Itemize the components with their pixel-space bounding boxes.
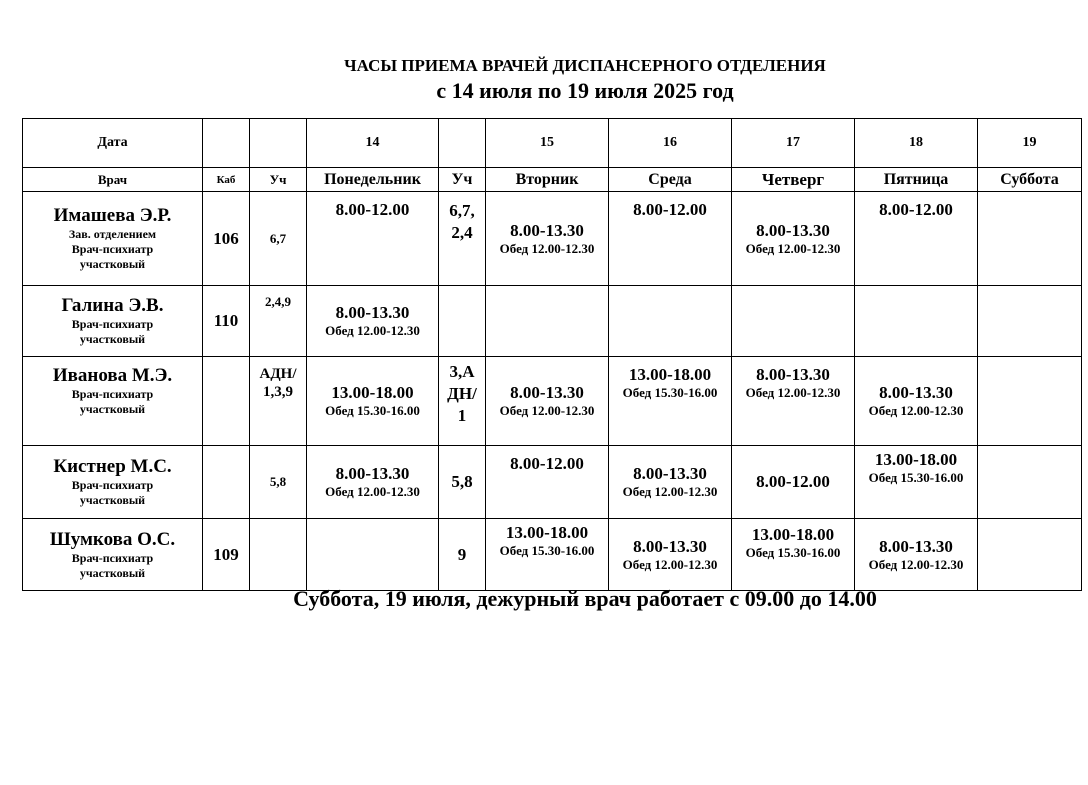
doctor-name: Иванова М.Э. [52, 365, 173, 386]
lunch-time: Обед 12.00-12.30 [622, 556, 718, 572]
doctor-name: Кистнер М.С. [53, 456, 172, 477]
doctor-row [23, 519, 1082, 591]
uch-header-2: Уч [439, 168, 486, 192]
room-cell: 106 [203, 192, 250, 286]
room-cell: 110 [203, 286, 250, 357]
date-label: Дата [23, 119, 203, 168]
uch-monday-cell: 2,4,9 [250, 286, 307, 357]
room-header: Каб [203, 168, 250, 192]
date-cell: 18 [855, 119, 978, 168]
doctor-header: Врач [23, 168, 203, 192]
day-header-monday: Понедельник [307, 168, 439, 192]
day-header-thursday: Четверг [732, 168, 855, 192]
date-cell: 15 [486, 119, 609, 168]
lunch-time: Обед 12.00-12.30 [325, 484, 420, 499]
lunch-time: Обед 12.00-12.30 [745, 240, 841, 256]
wednesday-cell [609, 286, 732, 357]
saturday-cell [978, 192, 1082, 286]
reception-time: 8.00-12.00 [633, 200, 707, 219]
uch-header: Уч [250, 168, 307, 192]
doctor-role: Врач-психиатр [71, 317, 154, 331]
wednesday-cell [609, 357, 732, 446]
day-header-wednesday: Среда [609, 168, 732, 192]
tuesday-cell [486, 286, 609, 357]
doctor-role: Врач-психиатр [71, 478, 154, 492]
doctor-cell [23, 519, 203, 591]
uch-tuesday-cell: 3,А ДН/ 1 [439, 357, 486, 446]
doctor-row [23, 286, 1082, 357]
date-cell: 17 [732, 119, 855, 168]
doctor-row [23, 357, 1082, 446]
lunch-time: Обед 15.30-16.00 [622, 385, 718, 400]
duty-doctor-note: Суббота, 19 июля, дежурный врач работает с 09.00 до 14.00 [293, 586, 877, 611]
lunch-time: Обед 12.00-12.30 [499, 240, 595, 256]
doctor-role: Зав. отделением [68, 227, 157, 241]
thursday-cell [732, 446, 855, 519]
lunch-time: Обед 12.00-12.30 [325, 323, 420, 338]
reception-time: 8.00-12.00 [510, 454, 584, 473]
monday-cell [307, 519, 439, 591]
monday-cell [307, 446, 439, 519]
tuesday-cell [486, 446, 609, 519]
room-cell [203, 357, 250, 446]
reception-time: 13.00-18.00 [505, 523, 589, 542]
lunch-time: Обед 12.00-12.30 [499, 403, 595, 418]
saturday-cell [978, 446, 1082, 519]
doctor-cell [23, 446, 203, 519]
thursday-cell [732, 286, 855, 357]
uch-monday-cell [250, 519, 307, 591]
doctor-cell [23, 286, 203, 357]
header-row [23, 168, 1082, 192]
room-cell [203, 446, 250, 519]
reception-time: 13.00-18.00 [751, 525, 835, 544]
uch-tuesday-cell [439, 286, 486, 357]
day-header-tuesday: Вторник [486, 168, 609, 192]
saturday-cell [978, 357, 1082, 446]
uch-tuesday-cell: 5,8 [439, 446, 486, 519]
lunch-time: Обед 12.00-12.30 [745, 385, 841, 400]
doctor-name: Шумкова О.С. [49, 528, 176, 550]
tuesday-cell [486, 192, 609, 286]
lunch-time: Обед 15.30-16.00 [499, 543, 595, 558]
friday-cell [855, 192, 978, 286]
monday-cell [307, 357, 439, 446]
saturday-cell [978, 519, 1082, 591]
lunch-time: Обед 12.00-12.30 [622, 484, 718, 499]
document-subtitle: с 14 июля по 19 июля 2025 год [436, 78, 734, 103]
doctor-role: Врач-психиатр [71, 242, 154, 256]
day-header-friday: Пятница [855, 168, 978, 192]
reception-time: 8.00-13.30 [510, 383, 584, 402]
lunch-time: Обед 15.30-16.00 [868, 470, 964, 485]
friday-cell [855, 519, 978, 591]
wednesday-cell [609, 192, 732, 286]
thursday-cell [732, 519, 855, 591]
doctor-name: Галина Э.В. [61, 295, 164, 316]
doctor-cell [23, 357, 203, 446]
reception-time: 8.00-13.30 [633, 464, 707, 483]
uch-monday-cell: 6,7 [250, 192, 307, 286]
uch-monday-cell: 5,8 [250, 446, 307, 519]
doctor-role: участковый [79, 402, 146, 416]
reception-time: 8.00-13.30 [335, 464, 410, 483]
date-empty-cell [203, 119, 250, 168]
date-cell: 16 [609, 119, 732, 168]
saturday-cell [978, 286, 1082, 357]
reception-time: 8.00-13.30 [633, 536, 707, 556]
document-title: ЧАСЫ ПРИЕМА ВРАЧЕЙ ДИСПАНСЕРНОГО ОТДЕЛЕНИЯ [344, 56, 826, 75]
wednesday-cell [609, 446, 732, 519]
doctor-row [23, 192, 1082, 286]
doctor-role: участковый [79, 493, 146, 507]
doctor-role: Врач-психиатр [71, 387, 154, 401]
date-cell: 19 [978, 119, 1082, 168]
tuesday-cell [486, 519, 609, 591]
reception-time: 13.00-18.00 [628, 365, 712, 384]
reception-time: 13.00-18.00 [331, 383, 414, 402]
uch-tuesday-cell: 9 [439, 519, 486, 591]
lunch-time: Обед 15.30-16.00 [745, 545, 841, 560]
thursday-cell [732, 357, 855, 446]
uch-monday-cell: АДН/ 1,3,9 [250, 357, 307, 446]
reception-time: 8.00-13.30 [756, 220, 830, 240]
reception-time: 8.00-13.30 [879, 536, 953, 556]
friday-cell [855, 357, 978, 446]
date-empty-cell [250, 119, 307, 168]
friday-cell [855, 286, 978, 357]
thursday-cell [732, 192, 855, 286]
wednesday-cell [609, 519, 732, 591]
schedule-table [22, 118, 1082, 591]
friday-cell [855, 446, 978, 519]
doctor-row [23, 446, 1082, 519]
doctor-role: участковый [79, 565, 146, 580]
monday-cell [307, 286, 439, 357]
doctor-role: Врач-психиатр [71, 550, 154, 565]
doctor-name: Имашева Э.Р. [53, 205, 172, 226]
reception-time: 8.00-13.30 [879, 383, 953, 402]
reception-time: 8.00-13.30 [756, 365, 830, 384]
uch-tuesday-cell: 6,7, 2,4 [439, 192, 486, 286]
doctor-role: участковый [79, 332, 146, 346]
reception-time: 8.00-13.30 [335, 303, 410, 322]
date-row [23, 119, 1082, 168]
monday-cell [307, 192, 439, 286]
lunch-time: Обед 12.00-12.30 [868, 556, 964, 572]
date-empty-cell [439, 119, 486, 168]
reception-time: 8.00-12.00 [756, 472, 830, 491]
lunch-time: Обед 12.00-12.30 [868, 403, 964, 418]
day-header-saturday: Суббота [978, 168, 1082, 192]
reception-time: 8.00-12.00 [879, 200, 953, 219]
reception-time: 13.00-18.00 [874, 450, 958, 469]
reception-time: 8.00-13.30 [510, 220, 584, 240]
lunch-time: Обед 15.30-16.00 [325, 403, 420, 418]
tuesday-cell [486, 357, 609, 446]
reception-time: 8.00-12.00 [335, 200, 410, 219]
doctor-role: участковый [79, 257, 146, 271]
date-cell: 14 [307, 119, 439, 168]
doctor-cell [23, 192, 203, 286]
room-cell: 109 [203, 519, 250, 591]
